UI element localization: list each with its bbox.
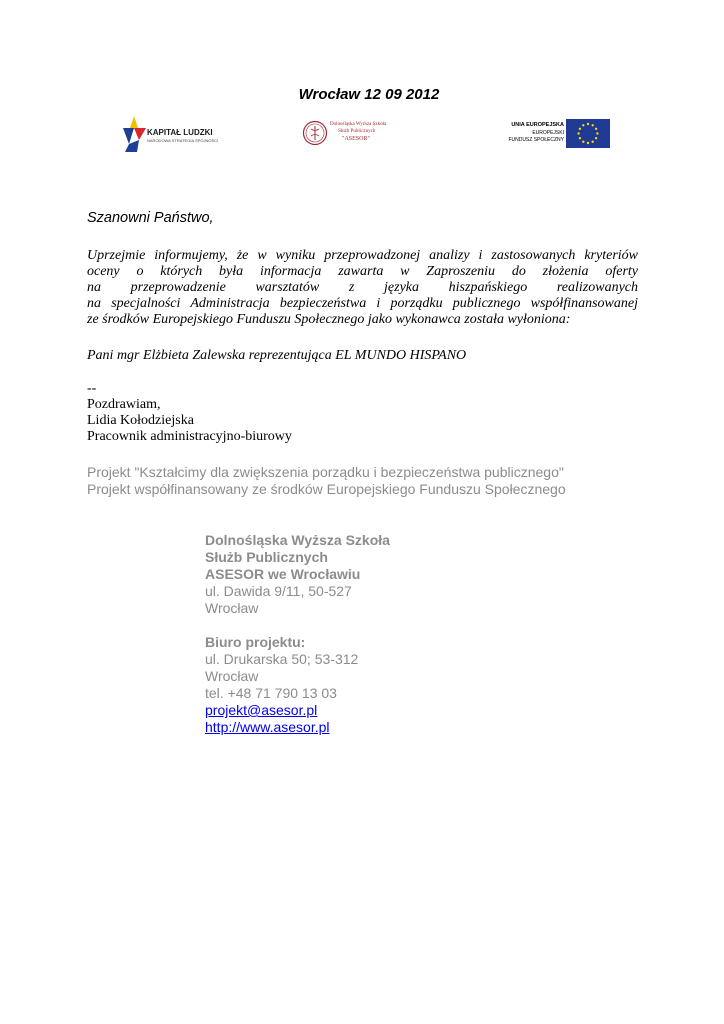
eu-logo-line1: UNIA EUROPEJSKA [511,122,564,128]
office-city: Wrocław [205,668,259,684]
email-link[interactable]: projekt@asesor.pl [205,702,318,718]
eu-fund-logo [498,110,610,158]
letter-paragraph [87,248,638,328]
eu-logo-line3: FUNDUSZ SPOŁECZNY [508,137,564,143]
signature-separator: -- [87,381,97,396]
asesor-logo-line2: Służb Publicznych [338,129,376,134]
paragraph-line: ze środków Europejskiego Funduszu Społecznego jako wykonawca została wyłoniona: [87,312,571,327]
eu-flag-icon [566,119,610,148]
contact-block [205,532,390,736]
eu-logo-line2: EUROPEJSKI [532,130,564,136]
project-funding: Projekt współfinansowany ze środków Europejskiego Funduszu Społecznego [87,481,566,497]
school-address: ul. Dawida 9/11, 50-527 [205,583,352,599]
asesor-logo-line1: Dolnośląska Wyższa Szkoła [330,122,387,127]
office-phone: tel. +48 71 790 13 03 [205,685,337,701]
signature-role: Pracownik administracyjno-biurowy [87,429,292,444]
project-info [87,464,566,498]
school-name-line2: Służb Publicznych [205,549,328,565]
asesor-logo-line3: "ASESOR" [342,136,370,142]
office-address: ul. Drukarska 50; 53-312 [205,651,359,667]
asesor-seal-icon [302,120,328,146]
signature-name: Lidia Kołodziejska [87,413,194,428]
school-name-line1: Dolnośląska Wyższa Szkoła [205,532,390,548]
greeting: Szanowni Państwo, [87,210,214,226]
signature-closing: Pozdrawiam, [87,397,161,412]
paragraph-line: na specjalności Administracja bezpieczeństwa i porządku publicznego współfinansowanej [87,296,638,311]
office-heading: Biuro projektu: [205,634,306,650]
website-link[interactable]: http://www.asesor.pl [205,719,330,735]
school-city: Wrocław [205,600,259,616]
asesor-logo [302,110,392,158]
school-name-line3: ASESOR we Wrocławiu [205,566,361,582]
paragraph-line: Uprzejmie informujemy, że w wyniku przeprowadzonej analizy i zastosowanych kryteriów [87,248,638,263]
paragraph-line: oceny o których była informacja zawarta w Zaproszeniu do złożenia oferty [87,264,638,279]
kapital-ludzki-logo [119,110,229,158]
kapital-ludzki-emblem-icon [119,114,149,154]
kapital-ludzki-title: KAPITAŁ LUDZKI [147,128,213,137]
project-title: Projekt "Kształcimy dla zwiększenia porządku i bezpieczeństwa publicznego" [87,464,564,480]
selected-contractor: Pani mgr Elżbieta Zalewska reprezentująca EL MUNDO HISPANO [87,348,467,363]
letter-date: Wrocław 12 09 2012 [298,86,440,103]
kapital-ludzki-subtitle: NARODOWA STRATEGIA SPÓJNOŚCI [147,138,219,143]
signature-block [87,381,292,445]
paragraph-line: na przeprowadzenie warsztatów z języka hiszpańskiego realizowanych [87,280,638,295]
